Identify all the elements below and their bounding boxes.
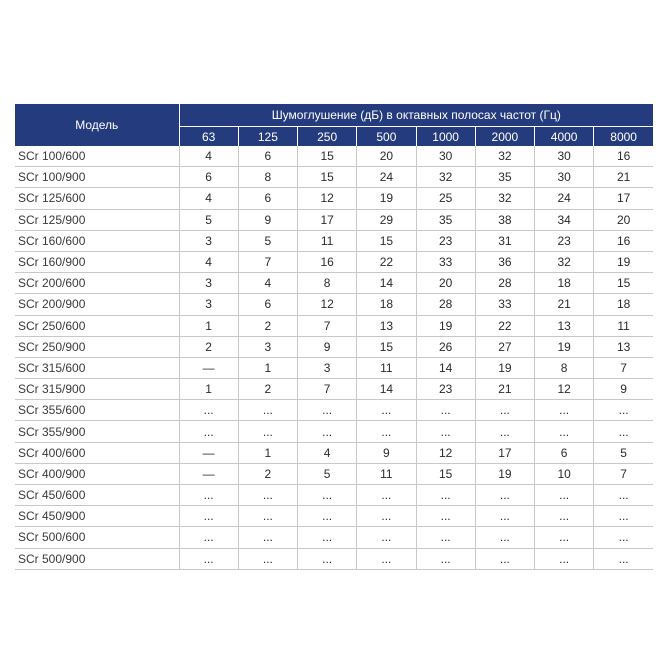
- model-cell: SCr 450/600: [15, 485, 179, 506]
- value-cell: 30: [535, 167, 594, 188]
- value-cell: 12: [416, 442, 475, 463]
- value-cell: 12: [298, 188, 357, 209]
- value-cell: 17: [594, 188, 653, 209]
- value-cell: 1: [179, 315, 238, 336]
- value-cell: 4: [179, 146, 238, 167]
- table-row: [15, 315, 653, 336]
- value-cell: ...: [238, 548, 297, 569]
- table-row: [15, 230, 653, 251]
- table-header: [15, 104, 653, 146]
- value-cell: 5: [298, 463, 357, 484]
- frequency-header-2000: 2000: [475, 127, 534, 147]
- frequency-header-8000: 8000: [594, 127, 653, 147]
- value-cell: 32: [475, 146, 534, 167]
- model-cell: SCr 315/900: [15, 379, 179, 400]
- value-cell: 33: [475, 294, 534, 315]
- table-row: [15, 336, 653, 357]
- value-cell: 21: [535, 294, 594, 315]
- value-cell: 3: [238, 336, 297, 357]
- value-cell: 9: [238, 209, 297, 230]
- value-cell: ...: [298, 506, 357, 527]
- value-cell: 5: [238, 230, 297, 251]
- model-cell: SCr 200/900: [15, 294, 179, 315]
- value-cell: 22: [357, 251, 416, 272]
- table-row: [15, 251, 653, 272]
- value-cell: 23: [535, 230, 594, 251]
- table-row: [15, 146, 653, 167]
- value-cell: ...: [594, 548, 653, 569]
- value-cell: 6: [238, 188, 297, 209]
- value-cell: 16: [298, 251, 357, 272]
- value-cell: 11: [594, 315, 653, 336]
- value-cell: ...: [357, 421, 416, 442]
- value-cell: ...: [298, 421, 357, 442]
- model-column-header: Модель: [15, 104, 179, 146]
- value-cell: 34: [535, 209, 594, 230]
- value-cell: 15: [594, 273, 653, 294]
- value-cell: ...: [416, 527, 475, 548]
- model-cell: SCr 500/600: [15, 527, 179, 548]
- frequency-header-250: 250: [298, 127, 357, 147]
- value-cell: 32: [535, 251, 594, 272]
- value-cell: 22: [475, 315, 534, 336]
- value-cell: ...: [416, 485, 475, 506]
- value-cell: 19: [357, 188, 416, 209]
- value-cell: ...: [298, 548, 357, 569]
- model-cell: SCr 355/900: [15, 421, 179, 442]
- value-cell: 8: [298, 273, 357, 294]
- model-cell: SCr 355/600: [15, 400, 179, 421]
- frequency-header-4000: 4000: [535, 127, 594, 147]
- noise-attenuation-table-wrapper: [15, 104, 653, 570]
- value-cell: 8: [535, 357, 594, 378]
- table-row: [15, 463, 653, 484]
- value-cell: —: [179, 357, 238, 378]
- value-cell: 6: [238, 294, 297, 315]
- model-cell: SCr 125/900: [15, 209, 179, 230]
- value-cell: 9: [594, 379, 653, 400]
- table-row: [15, 273, 653, 294]
- value-cell: 9: [357, 442, 416, 463]
- value-cell: ...: [535, 527, 594, 548]
- value-cell: 31: [475, 230, 534, 251]
- table-row: [15, 527, 653, 548]
- value-cell: 19: [416, 315, 475, 336]
- value-cell: ...: [535, 506, 594, 527]
- value-cell: 4: [179, 251, 238, 272]
- model-cell: SCr 500/900: [15, 548, 179, 569]
- value-cell: 25: [416, 188, 475, 209]
- value-cell: 19: [594, 251, 653, 272]
- value-cell: 11: [357, 463, 416, 484]
- value-cell: 8: [238, 167, 297, 188]
- value-cell: ...: [594, 506, 653, 527]
- value-cell: 3: [179, 273, 238, 294]
- frequency-header-1000: 1000: [416, 127, 475, 147]
- value-cell: ...: [238, 485, 297, 506]
- value-cell: 11: [298, 230, 357, 251]
- value-cell: ...: [298, 400, 357, 421]
- model-cell: SCr 160/900: [15, 251, 179, 272]
- value-cell: 7: [594, 463, 653, 484]
- value-cell: 15: [416, 463, 475, 484]
- value-cell: —: [179, 463, 238, 484]
- value-cell: 7: [238, 251, 297, 272]
- value-cell: ...: [357, 400, 416, 421]
- value-cell: 1: [179, 379, 238, 400]
- value-cell: ...: [535, 400, 594, 421]
- value-cell: 6: [238, 146, 297, 167]
- table-row: [15, 442, 653, 463]
- value-cell: 15: [357, 230, 416, 251]
- table-row: [15, 506, 653, 527]
- value-cell: 23: [416, 379, 475, 400]
- model-cell: SCr 100/900: [15, 167, 179, 188]
- value-cell: ...: [475, 421, 534, 442]
- value-cell: 18: [594, 294, 653, 315]
- value-cell: ...: [179, 421, 238, 442]
- value-cell: 29: [357, 209, 416, 230]
- value-cell: 38: [475, 209, 534, 230]
- value-cell: 4: [179, 188, 238, 209]
- value-cell: 7: [298, 379, 357, 400]
- table-row: [15, 294, 653, 315]
- value-cell: 14: [357, 379, 416, 400]
- model-cell: SCr 250/900: [15, 336, 179, 357]
- value-cell: 18: [357, 294, 416, 315]
- value-cell: 15: [298, 167, 357, 188]
- value-cell: 30: [416, 146, 475, 167]
- value-cell: ...: [475, 548, 534, 569]
- value-cell: ...: [238, 506, 297, 527]
- value-cell: 6: [179, 167, 238, 188]
- value-cell: ...: [416, 400, 475, 421]
- header-row-top: [15, 104, 653, 127]
- value-cell: 10: [535, 463, 594, 484]
- value-cell: ...: [179, 548, 238, 569]
- value-cell: 13: [357, 315, 416, 336]
- value-cell: ...: [357, 485, 416, 506]
- value-cell: 5: [179, 209, 238, 230]
- value-cell: 32: [416, 167, 475, 188]
- frequency-header-500: 500: [357, 127, 416, 147]
- value-cell: 24: [357, 167, 416, 188]
- model-cell: SCr 250/600: [15, 315, 179, 336]
- model-cell: SCr 200/600: [15, 273, 179, 294]
- frequency-header-63: 63: [179, 127, 238, 147]
- value-cell: 6: [535, 442, 594, 463]
- value-cell: 35: [416, 209, 475, 230]
- model-cell: SCr 400/600: [15, 442, 179, 463]
- value-cell: 27: [475, 336, 534, 357]
- table-row: [15, 400, 653, 421]
- value-cell: 12: [298, 294, 357, 315]
- value-cell: ...: [475, 506, 534, 527]
- model-cell: SCr 400/900: [15, 463, 179, 484]
- value-cell: 33: [416, 251, 475, 272]
- value-cell: 20: [594, 209, 653, 230]
- value-cell: 14: [357, 273, 416, 294]
- table-row: [15, 357, 653, 378]
- value-cell: —: [179, 442, 238, 463]
- value-cell: 36: [475, 251, 534, 272]
- table-row: [15, 188, 653, 209]
- model-cell: SCr 315/600: [15, 357, 179, 378]
- value-cell: 11: [357, 357, 416, 378]
- value-cell: ...: [298, 527, 357, 548]
- value-cell: 4: [298, 442, 357, 463]
- value-cell: ...: [357, 506, 416, 527]
- value-cell: 20: [357, 146, 416, 167]
- value-cell: ...: [594, 421, 653, 442]
- value-cell: 3: [179, 230, 238, 251]
- frequency-header-125: 125: [238, 127, 297, 147]
- table-row: [15, 548, 653, 569]
- value-cell: ...: [357, 527, 416, 548]
- table-row: [15, 379, 653, 400]
- value-cell: 20: [416, 273, 475, 294]
- value-cell: 21: [594, 167, 653, 188]
- value-cell: 19: [475, 463, 534, 484]
- value-cell: 35: [475, 167, 534, 188]
- value-cell: ...: [416, 548, 475, 569]
- value-cell: ...: [357, 548, 416, 569]
- table-row: [15, 485, 653, 506]
- value-cell: ...: [416, 506, 475, 527]
- value-cell: 28: [416, 294, 475, 315]
- value-cell: ...: [238, 421, 297, 442]
- table-row: [15, 209, 653, 230]
- value-cell: ...: [179, 506, 238, 527]
- value-cell: ...: [298, 485, 357, 506]
- value-cell: 7: [594, 357, 653, 378]
- value-cell: 3: [179, 294, 238, 315]
- model-cell: SCr 100/600: [15, 146, 179, 167]
- value-cell: ...: [179, 485, 238, 506]
- value-cell: 26: [416, 336, 475, 357]
- value-cell: ...: [475, 400, 534, 421]
- value-cell: 1: [238, 442, 297, 463]
- value-cell: 23: [416, 230, 475, 251]
- value-cell: ...: [535, 548, 594, 569]
- value-cell: ...: [475, 485, 534, 506]
- value-cell: 19: [475, 357, 534, 378]
- value-cell: 4: [238, 273, 297, 294]
- value-cell: ...: [179, 527, 238, 548]
- value-cell: 24: [535, 188, 594, 209]
- value-cell: 2: [238, 315, 297, 336]
- value-cell: 2: [238, 379, 297, 400]
- value-cell: ...: [594, 527, 653, 548]
- value-cell: 2: [238, 463, 297, 484]
- table-row: [15, 421, 653, 442]
- value-cell: 9: [298, 336, 357, 357]
- value-cell: 17: [298, 209, 357, 230]
- value-cell: 21: [475, 379, 534, 400]
- value-cell: 14: [416, 357, 475, 378]
- model-cell: SCr 160/600: [15, 230, 179, 251]
- value-cell: 7: [298, 315, 357, 336]
- value-cell: 5: [594, 442, 653, 463]
- value-cell: ...: [535, 421, 594, 442]
- value-cell: 3: [298, 357, 357, 378]
- value-cell: 16: [594, 146, 653, 167]
- value-cell: ...: [594, 485, 653, 506]
- table-row: [15, 167, 653, 188]
- value-cell: ...: [475, 527, 534, 548]
- value-cell: 32: [475, 188, 534, 209]
- value-cell: 1: [238, 357, 297, 378]
- value-cell: 17: [475, 442, 534, 463]
- table-body: [15, 146, 653, 569]
- value-cell: ...: [416, 421, 475, 442]
- value-cell: 18: [535, 273, 594, 294]
- value-cell: 13: [535, 315, 594, 336]
- value-cell: 30: [535, 146, 594, 167]
- value-cell: ...: [594, 400, 653, 421]
- value-cell: ...: [238, 527, 297, 548]
- value-cell: 12: [535, 379, 594, 400]
- value-cell: 16: [594, 230, 653, 251]
- value-cell: 15: [298, 146, 357, 167]
- value-cell: 15: [357, 336, 416, 357]
- model-cell: SCr 125/600: [15, 188, 179, 209]
- value-cell: ...: [238, 400, 297, 421]
- attenuation-group-header: Шумоглушение (дБ) в октавных полосах частот (Гц): [179, 104, 653, 127]
- value-cell: ...: [535, 485, 594, 506]
- value-cell: 2: [179, 336, 238, 357]
- value-cell: 28: [475, 273, 534, 294]
- noise-attenuation-table: [15, 104, 653, 570]
- model-cell: SCr 450/900: [15, 506, 179, 527]
- value-cell: ...: [179, 400, 238, 421]
- value-cell: 19: [535, 336, 594, 357]
- value-cell: 13: [594, 336, 653, 357]
